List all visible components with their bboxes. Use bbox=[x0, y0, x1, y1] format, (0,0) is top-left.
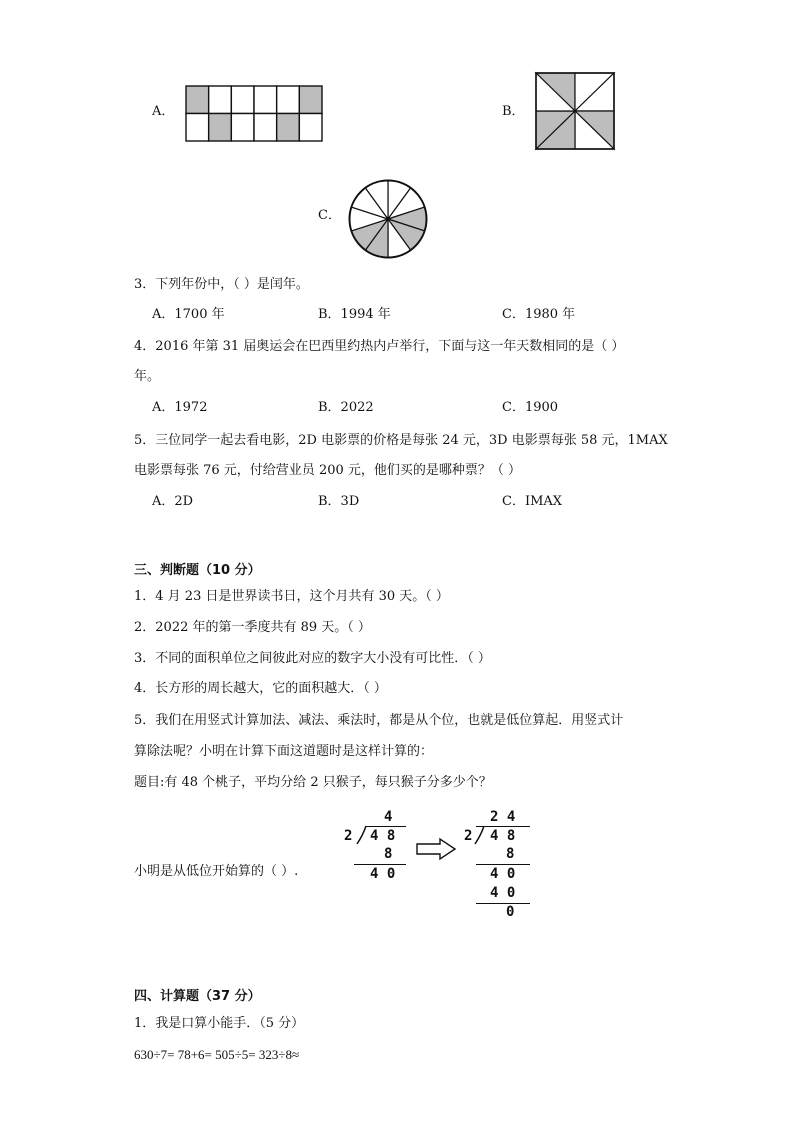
grid-cell bbox=[209, 86, 232, 114]
q4-option-b: B．2022 bbox=[318, 400, 374, 415]
calc-item-1: 1．我是口算小能手．（5 分） bbox=[134, 1016, 305, 1031]
grid-cell bbox=[231, 114, 254, 142]
left-division-bar bbox=[366, 826, 406, 827]
right-sub-line-1 bbox=[476, 864, 530, 865]
question-5-line2: 电影票每张 76 元，付给营业员 200 元，他们买的是哪种票？（ ） bbox=[134, 463, 522, 478]
grid-cell bbox=[209, 114, 232, 142]
calc-exercises: 630÷7= 78+6= 505÷5= 323÷8≈ bbox=[134, 1047, 300, 1062]
left-quotient: 4 bbox=[384, 809, 393, 825]
right-divisor: 2 bbox=[464, 828, 473, 844]
judge-item-3: 3．不同的面积单位之间彼此对应的数字大小没有可比性．（ ） bbox=[134, 651, 491, 666]
left-subtrahend: 8 bbox=[384, 846, 393, 862]
question-5-line1: 5．三位同学一起去看电影，2D 电影票的价格是每张 24 元，3D 电影票每张 58 元，1MAX bbox=[134, 433, 668, 448]
fraction-square-figure bbox=[536, 73, 614, 149]
right-subtrahend-2: 4 0 bbox=[490, 885, 516, 901]
right-division-bracket bbox=[474, 826, 484, 844]
judge-item-5-line2: 算除法呢？小明在计算下面这道题时是这样计算的： bbox=[134, 744, 434, 759]
right-dividend: 4 8 bbox=[490, 828, 516, 844]
judge-item-5-problem: 题目:有 48 个桃子，平均分给 2 只猴子，每只猴子分多少个？ bbox=[134, 775, 492, 790]
option-a-label: A． bbox=[152, 104, 175, 119]
question-3: 3．下列年份中，（ ）是闰年。 bbox=[134, 277, 309, 292]
fraction-circle-figure bbox=[348, 179, 428, 259]
right-subtrahend-1: 8 bbox=[506, 846, 515, 862]
option-b-label: B． bbox=[502, 104, 525, 119]
judge-item-5-conclusion: 小明是从低位开始算的（ ）. bbox=[134, 864, 299, 879]
section-4-heading: 四、计算题（37 分） bbox=[134, 989, 261, 1004]
q3-option-a: A．1700 年 bbox=[152, 307, 225, 322]
judge-item-2: 2．2022 年的第一季度共有 89 天。（ ） bbox=[134, 620, 371, 635]
q3-option-c: C．1980 年 bbox=[502, 307, 576, 322]
question-4-line2: 年。 bbox=[134, 369, 161, 384]
q5-option-b: B．3D bbox=[318, 494, 360, 509]
option-c-label: C． bbox=[318, 208, 341, 223]
grid-cell bbox=[254, 114, 277, 142]
left-remainder: 4 0 bbox=[370, 866, 396, 882]
q3-option-b: B．1994 年 bbox=[318, 307, 391, 322]
left-sub-line bbox=[354, 864, 406, 865]
q5-option-a: A．2D bbox=[152, 494, 194, 509]
grid-cell bbox=[186, 114, 209, 142]
q4-option-c: C．1900 bbox=[502, 400, 559, 415]
right-remainder-1: 4 0 bbox=[490, 866, 516, 882]
grid-cell bbox=[299, 114, 322, 142]
q4-option-a: A．1972 bbox=[152, 400, 208, 415]
left-divisor: 2 bbox=[344, 828, 353, 844]
grid-cell bbox=[277, 114, 300, 142]
section-3-heading: 三、判断题（10 分） bbox=[134, 563, 261, 578]
judge-item-4: 4．长方形的周长越大，它的面积越大．（ ） bbox=[134, 681, 387, 696]
right-quotient: 2 4 bbox=[490, 809, 516, 825]
left-division-bracket bbox=[356, 826, 366, 844]
grid-cell bbox=[299, 86, 322, 114]
grid-cell bbox=[254, 86, 277, 114]
right-remainder-2: 0 bbox=[506, 904, 515, 920]
q5-option-c: C．IMAX bbox=[502, 494, 563, 509]
left-dividend: 4 8 bbox=[370, 828, 396, 844]
right-sub-line-2 bbox=[476, 903, 530, 904]
right-arrow-icon bbox=[416, 838, 456, 860]
grid-cell bbox=[231, 86, 254, 114]
grid-cell bbox=[186, 86, 209, 114]
fraction-grid-figure bbox=[186, 86, 322, 141]
judge-item-1: 1．4 月 23 日是世界读书日，这个月共有 30 天。（ ） bbox=[134, 589, 449, 604]
judge-item-5-line1: 5．我们在用竖式计算加法、减法、乘法时，都是从个位，也就是低位算起．用竖式计 bbox=[134, 713, 624, 728]
question-4-line1: 4．2016 年第 31 届奥运会在巴西里约热内卢举行，下面与这一年天数相同的是（ ） bbox=[134, 339, 625, 354]
grid-cell bbox=[277, 86, 300, 114]
